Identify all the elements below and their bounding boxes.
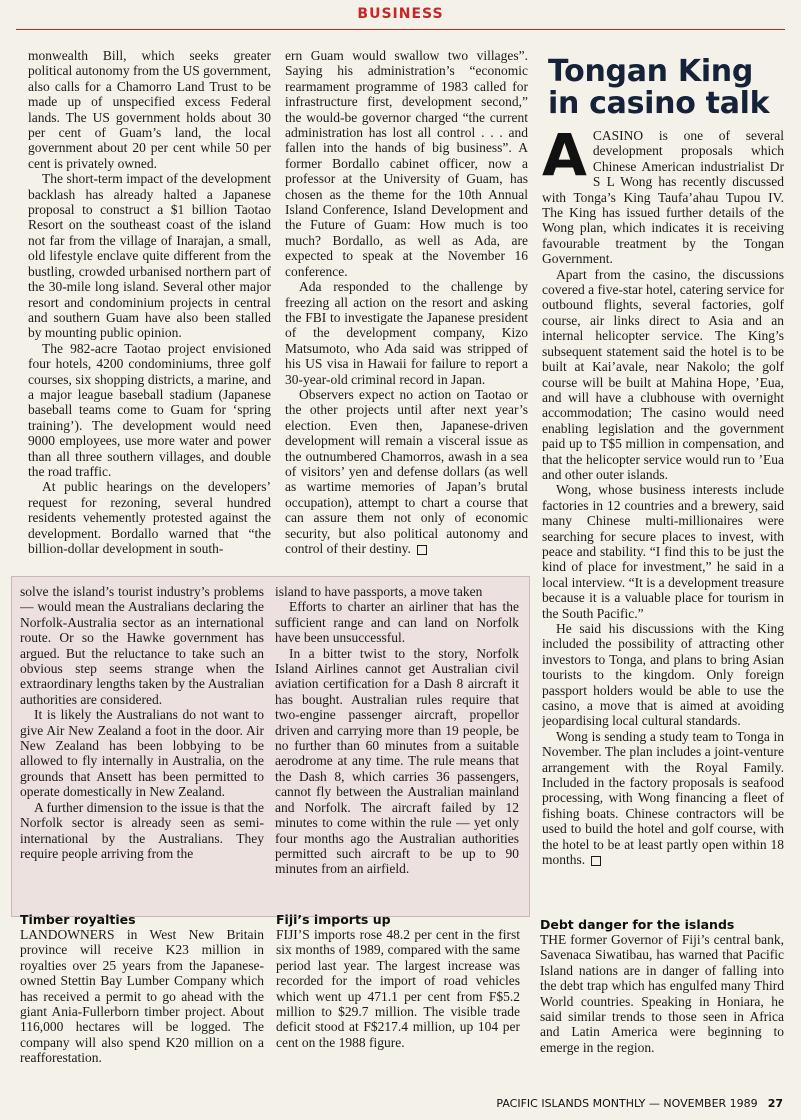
section-label: BUSINESS: [357, 6, 444, 22]
norfolk-col2-paragraph: Efforts to charter an airliner that has the sufficient range and can land on Norfolk have been unsuccessful.: [275, 599, 519, 646]
tonga-paragraph: [542, 729, 784, 868]
guam-col2-last-text: Observers expect no action on Taotao or the other projects until after next year’s election. Even then, Japanese-driven development will remain a visceral issue as the outnumbered Chamorros, awash in a sea of visitors’ yen and defense dollars (as well as wartime memories of Japan’s brutal occupation), attempt to chart a course that can assure them not only of economic security, but also political autonomy and control of their destiny.: [285, 386, 528, 556]
tonga-paragraph: He said his discussions with the King included the possibility of attracting other investors to Tonga, and plans to bring Asian tourists to the kingdom. Only foreign passport holders would be able to use the casino, a move that is aimed at avoiding jeopardising local cultural standards.: [542, 621, 784, 729]
headline-line-1: Tongan King: [548, 54, 754, 89]
tonga-lead-text: CASINO is one of several development proposals which Chinese American industrialist Dr S L Wong has recently discussed with Tonga’s King Taufa’ahau Tupou IV. The King has issued further details of the Wong plan, which indicates it is receiving favourable treatment by the Tongan Government.: [542, 128, 784, 267]
guam-column-1: [28, 48, 271, 560]
norfolk-col1-paragraph: It is likely the Australians do not want to give Air New Zealand a foot in the door. Air New Zealand has been lobbying to be allowed to fly internally in Australia, on the grounds that Ansett has been permitted to operate domestically in New Zealand.: [20, 707, 264, 800]
brief-title: Timber royalties: [20, 912, 136, 927]
tonga-last-text: Wong is sending a study team to Tonga in November. The plan includes a joint-venture arrangement with the Royal Family. Included in the factory proposals is seafood processing, with Wong financing a fleet of fishing boats. Chinese contractors will be used to build the hotel and golf course, with the hotel to be at least partly open within 18 months.: [542, 728, 784, 868]
norfolk-col2-paragraph: In a bitter twist to the story, Norfolk Island Airlines cannot get Australian civil aviation certification for a Dash 8 aircraft it has bought. Australian rules require that two-engine passenger aircraft, propellor driven and carrying more than 19 people, be no further than 60 minutes from a suitable aerodrome at any time. The rule means that the Dash 8, which carries 36 passengers, cannot fly between the Australian mainland and Norfolk. The aircraft failed by 12 minutes to come within the rule — yet only four months ago the Australian authorities permitted such aircraft to be up to 90 minutes from an airfield.: [275, 645, 519, 877]
guam-col2-paragraph: [285, 387, 528, 556]
drop-cap: A: [542, 128, 587, 189]
tonga-headline: [548, 56, 788, 120]
guam-column-2: [285, 48, 528, 560]
norfolk-column-2: [275, 584, 519, 914]
guam-col1-paragraph: At public hearings on the developers’ request for rezoning, several hundred residents vehemently protested against the development. Bordallo warned that “the billion-dollar development in south-: [28, 479, 271, 556]
brief-body: LANDOWNERS in West New Britain province will receive K23 million in royalties over 25 years from the Japanese-owned Stettin Bay Lumber Company which has received a permit to go ahead with the giant Ania-Fullerborn timber project. About 116,000 hectares will be logged. The company will also spend K20 million on a reafforestation.: [20, 927, 264, 1066]
tonga-article-body: [542, 128, 784, 886]
guam-col1-paragraph: The 982-acre Taotao project envisioned four hotels, 4200 condominiums, three golf courses, six shopping districts, a marine, and a major league baseball stadium (Japanese baseball teams come to Guam for ‘spring training’). The development would need 9000 employees, use more water and power than all three southern villages, and double the road traffic.: [28, 340, 271, 479]
guam-col1-paragraph: monwealth Bill, which seeks greater political autonomy from the US government, also calls for a Chamorro Land Trust to be made up of unspecified excess Federal lands. The US government holds about 30 per cent of Guam’s land, the local government about 20 per cent while 50 per cent is privately owned.: [28, 48, 271, 171]
header-rule: [16, 29, 785, 30]
norfolk-col1-paragraph: solve the island’s tourist industry’s problems — would mean the Australians declaring the Norfolk-Australia sector as an international route. Or so the Hawke government has argued. But the reluctance to take such an obvious step seems strange when the extraordinary lengths taken by the Australian authorities are considered.: [20, 584, 264, 707]
brief-body: THE former Governor of Fiji’s central bank, Savenaca Siwatibau, has warned that Pacific Island nations are in danger of falling into the debt trap which has engulfed many Third World countries. Speaking in Honiara, he said similar trends to those seen in Africa and Latin America were beginning to emerge in the region.: [540, 932, 784, 1055]
brief-title: Debt danger for the islands: [540, 917, 735, 932]
end-of-article-icon: [417, 545, 427, 555]
brief-timber: [20, 912, 264, 1066]
headline-line-2: in casino talk: [548, 86, 770, 121]
guam-col1-paragraph: The short-term impact of the development backlash has already halted a Japanese proposal to construct a $1 billion Taotao Resort on the southeast coast of the island not far from the village of Inarajan, a small, old lifestyle enclave quite different from the bustling, crowded urbanised northern part of the 30-mile long island. Several other major resort and condominium projects in central and southern Guam have also been stalled by mounting public opinion.: [28, 171, 271, 341]
norfolk-col1-paragraph: A further dimension to the issue is that the Norfolk sector is already seen as semi-international by the Australians. They require people arriving from the: [20, 799, 264, 861]
page-footer: [496, 1097, 783, 1110]
tonga-paragraph: Wong, whose business interests include factories in 12 countries and a brewery, said many Chinese multi-millionaires were searching for secure places to invest, with peace and stability. “I find this to be just the kind of place for investment,” he said in a local interview. “It is a development treasure because it is a valuable place for tourism in the South Pacific.”: [542, 482, 784, 621]
page-number: 27: [767, 1097, 783, 1110]
norfolk-column-1: [20, 584, 264, 914]
brief-body: FIJI’S imports rose 48.2 per cent in the first six months of 1989, compared with the same period last year. The largest increase was recorded for the import of road vehicles which went up 471.1 per cent from F$5.2 million to $29.7 million. The visible trade deficit stood at F$217.4 million, up 104 per cent on the 1988 figure.: [276, 927, 520, 1050]
brief-debt-danger: [540, 917, 784, 1055]
tonga-paragraph: [542, 128, 784, 267]
guam-col2-paragraph: ern Guam would swallow two villages”. Saying his administration’s “economic rearmament programme of 1983 called for infrastructure first, development second,” the would-be governor charged “the current administration has lost all control . . . and fallen into the hands of big business”. A former Bordallo cabinet officer, now a professor at the University of Guam, has chosen as the theme for the 10th Annual Island Conference, Island Development and the Future of Guam: How much is too much? Bordallo, as well as Ada, are expected to speak at the November 16 conference.: [285, 48, 528, 279]
end-of-article-icon: [591, 856, 601, 866]
tonga-paragraph: Apart from the casino, the discussions covered a five-star hotel, catering service for outbound flights, several factories, golf course, air links direct to Asia and an internal helicopter service. The King’s subsequent statement said the hotel is to be built at Kai’avale, near Nakolo; the golf course will be built at Mahina Hope, ’Eua, and will have a clubhouse with overnight accommodation; The casino would need enabling legislation and the government paid up to T$5 million in compensation, and that the helicopter service would run to ’Eua and other outer islands.: [542, 266, 784, 482]
norfolk-col2-paragraph: island to have passports, a move taken: [275, 584, 483, 599]
brief-title: Fiji’s imports up: [276, 912, 391, 927]
guam-col2-paragraph: Ada responded to the challenge by freezing all action on the resort and asking the FBI to investigate the Japanese president of the development company, Kizo Matsumoto, who Ada said was stripped of his US visa in Hawaii for failure to report a 30-year-old criminal record in Japan.: [285, 279, 528, 387]
brief-fiji-imports: [276, 912, 520, 1050]
publication-name: PACIFIC ISLANDS MONTHLY — NOVEMBER 1989: [496, 1097, 758, 1110]
